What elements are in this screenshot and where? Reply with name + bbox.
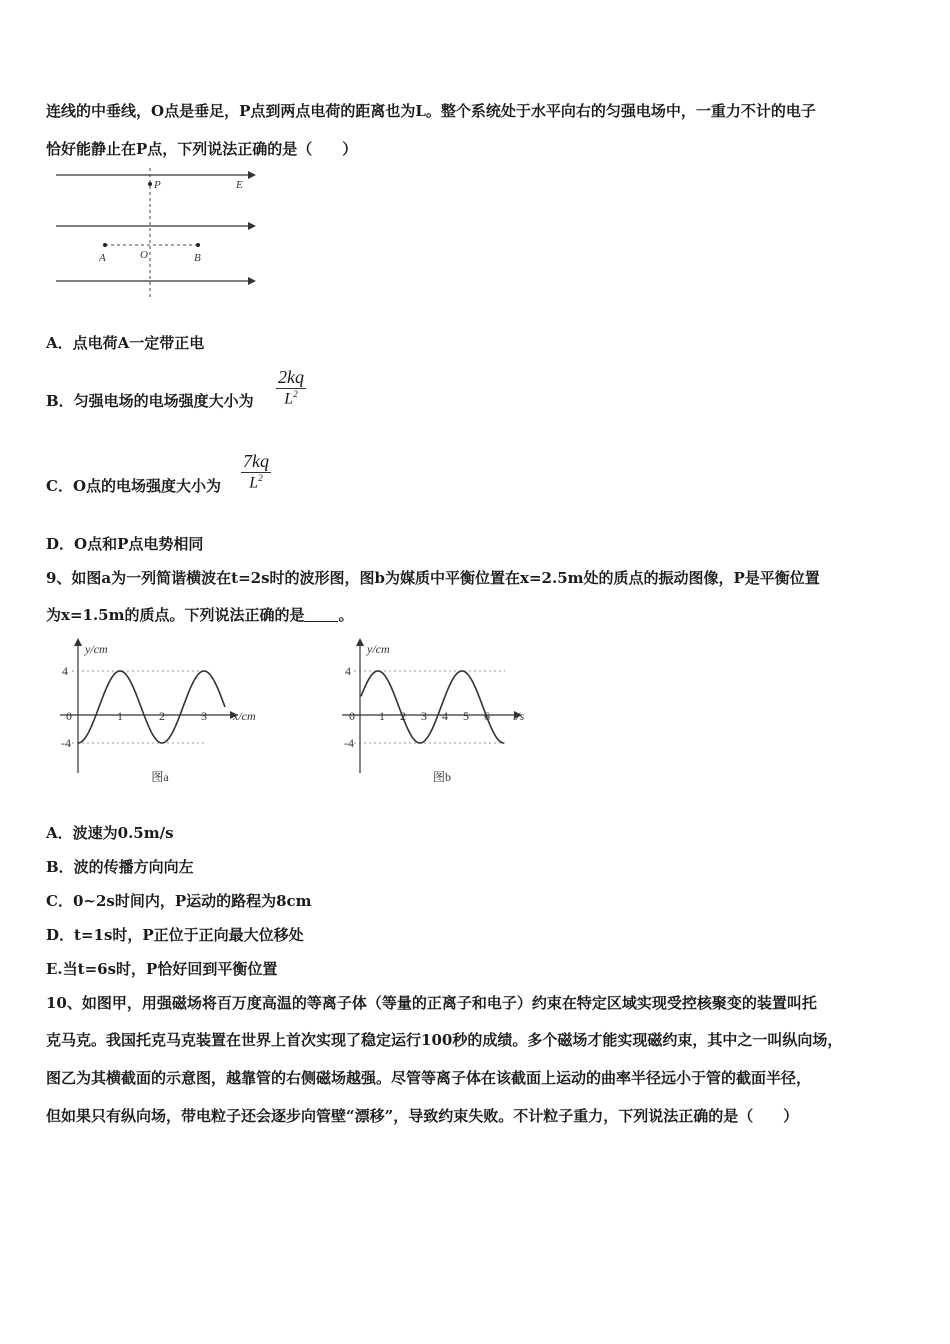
tick-x-2: 2	[159, 709, 165, 723]
label-b: B	[194, 252, 201, 264]
point-b	[196, 243, 200, 247]
tick-t-5: 5	[463, 709, 469, 723]
tick-y-pos: 4	[345, 664, 351, 678]
point-a	[103, 243, 107, 247]
tick-t-3: 3	[421, 709, 427, 723]
label-o: O	[140, 249, 148, 261]
q8-option-b-fraction: 2kq $L^2$	[278, 367, 304, 408]
fraction-numerator: 7kq	[243, 451, 269, 471]
q10-line1: 10、如图甲，用强磁场将百万度高温的等离子体（等量的正离子和电子）约束在特定区域实现受控核聚变的装置叫托	[46, 994, 817, 1012]
wave-graph-a	[52, 638, 277, 788]
q10-line2: 克马克。我国托克马克装置在世界上首次实现了稳定运行100秒的成绩。多个磁场才能实现磁约束，其中之一叫纵向场，	[46, 1031, 843, 1049]
tick-t-1: 1	[379, 709, 385, 723]
tick-y-pos: 4	[62, 664, 68, 678]
q10-line3: 图乙为其横截面的示意图，越靠管的右侧磁场越强。尽管等离子体在该截面上运动的曲率半径远小于管的截面半径，	[46, 1069, 812, 1087]
wave-b-curve	[361, 671, 504, 743]
graph-a-caption: 图a	[151, 770, 169, 784]
q8-field-figure	[50, 168, 260, 300]
fraction-denominator: L	[284, 390, 294, 408]
tick-t-6: 6	[484, 709, 490, 723]
point-p	[148, 182, 152, 186]
vibration-graph-b	[330, 638, 560, 788]
graph-b-caption: 图b	[432, 770, 452, 784]
q8-stem-line1: 连线的中垂线，O点是垂足，P点到两点电荷的距离也为L。整个系统处于水平向右的匀强电场中，一重力不计的电子	[46, 102, 816, 120]
axis-label-x: x/cm	[233, 709, 256, 723]
fraction-denominator: L	[249, 474, 259, 492]
axis-label-y: y/cm	[367, 642, 390, 656]
tick-origin: 0	[66, 709, 72, 723]
q9-option-d: D．t=1s时，P正位于正向最大位移处	[46, 926, 304, 944]
q9-option-b: B．波的传播方向向左	[46, 858, 194, 876]
wave-a-curve	[78, 671, 225, 743]
q8-option-c: C．O点的电场强度大小为	[46, 477, 222, 495]
label-e: E	[236, 179, 243, 191]
tick-x-3: 3	[201, 709, 207, 723]
tick-y-neg: -4	[344, 736, 354, 750]
q8-option-b: B．匀强电场的电场强度大小为	[46, 392, 254, 410]
q8-option-a: A．点电荷A一定带正电	[46, 334, 205, 352]
tick-t-2: 2	[400, 709, 406, 723]
q9-stem-line1: 9、如图a为一列简谐横波在t=2s时的波形图，图b为媒质中平衡位置在x=2.5m处的质点的振动图像，P是平衡位置	[46, 569, 820, 587]
fraction-numerator: 2kq	[278, 367, 304, 387]
tick-y-neg: -4	[61, 736, 71, 750]
q10-line4: 但如果只有纵向场，带电粒子还会逐步向管壁“漂移”，导致约束失败。不计粒子重力，下列说法正确的是（ ）	[46, 1107, 799, 1125]
answer-blank	[304, 607, 338, 622]
q9-option-c: C．0~2s时间内，P运动的路程为8cm	[46, 892, 312, 910]
axis-label-y: y/cm	[85, 642, 108, 656]
tick-origin: 0	[349, 709, 355, 723]
axis-label-x: t/s	[513, 709, 525, 723]
label-p: P	[154, 179, 161, 191]
q8-option-c-fraction: 7kq $L^2$	[243, 451, 269, 492]
label-a: A	[99, 252, 106, 264]
q9-option-a: A．波速为0.5m/s	[46, 824, 174, 842]
q9-option-e: E.当t=6s时，P恰好回到平衡位置	[46, 960, 278, 978]
q8-stem-line2: 恰好能静止在P点，下列说法正确的是（ ）	[46, 140, 358, 158]
q8-option-d: D．O点和P点电势相同	[46, 535, 204, 553]
q9-stem-line2: 为x=1.5m的质点。下列说法正确的是 。	[46, 606, 354, 624]
tick-t-4: 4	[442, 709, 448, 723]
tick-x-1: 1	[117, 709, 123, 723]
